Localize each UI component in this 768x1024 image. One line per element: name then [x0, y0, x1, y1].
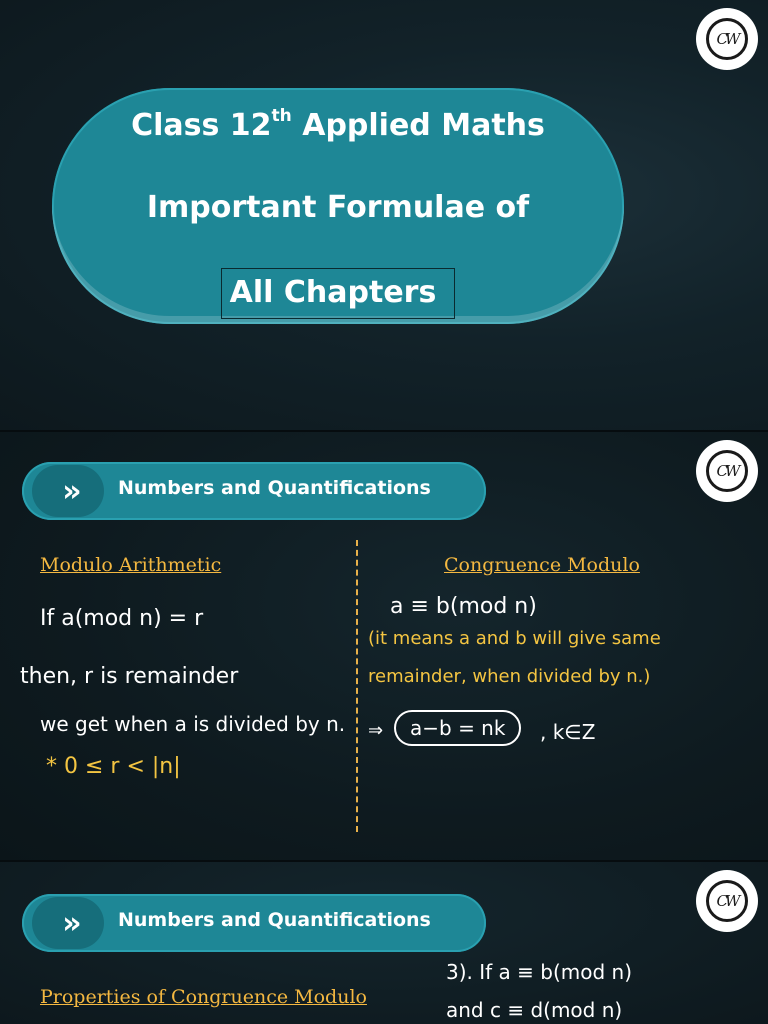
cw-logo-icon: CW — [696, 870, 758, 932]
right-line-3: remainder, when divided by n.) — [368, 666, 651, 687]
title-line-3: All Chapters — [52, 268, 624, 319]
left-line-2: then, r is remainder — [20, 664, 239, 689]
title-banner — [52, 88, 624, 324]
chevron-right-icon: » — [32, 465, 104, 517]
left-line-3: we get when a is divided by n. — [40, 712, 346, 736]
right-line-2: (it means a and b will give same — [368, 628, 661, 649]
section-title: Numbers and Quantifications — [118, 477, 431, 499]
title-line-2: Important Formulae of — [146, 190, 530, 225]
cw-logo-icon: CW — [696, 8, 758, 70]
cover-slide — [0, 0, 768, 430]
left-line-4: * 0 ≤ r < |n| — [46, 754, 181, 779]
numbers-slide — [0, 432, 768, 860]
left-line-1: If a(mod n) = r — [40, 606, 204, 631]
section-title: Numbers and Quantifications — [118, 909, 431, 931]
implies-symbol: ⇒ — [368, 720, 384, 741]
column-divider — [356, 540, 358, 832]
properties-heading: Properties of Congruence Modulo — [40, 986, 367, 1008]
cw-logo-icon: CW — [696, 440, 758, 502]
section-banner — [22, 462, 486, 520]
right-line-2: and c ≡ d(mod n) — [446, 998, 623, 1022]
right-line-4: , k∈Z — [540, 720, 596, 744]
modulo-arithmetic-heading: Modulo Arithmetic — [40, 554, 222, 576]
cloud-equation: a−b = nk — [394, 710, 521, 746]
right-line-1: 3). If a ≡ b(mod n) — [446, 960, 633, 984]
properties-slide — [0, 862, 768, 1024]
right-line-1: a ≡ b(mod n) — [390, 594, 537, 619]
title-line-1: Class 12th Applied Maths — [131, 106, 545, 143]
chevron-right-icon: » — [32, 897, 104, 949]
section-banner — [22, 894, 486, 952]
congruence-modulo-heading: Congruence Modulo — [444, 554, 640, 576]
